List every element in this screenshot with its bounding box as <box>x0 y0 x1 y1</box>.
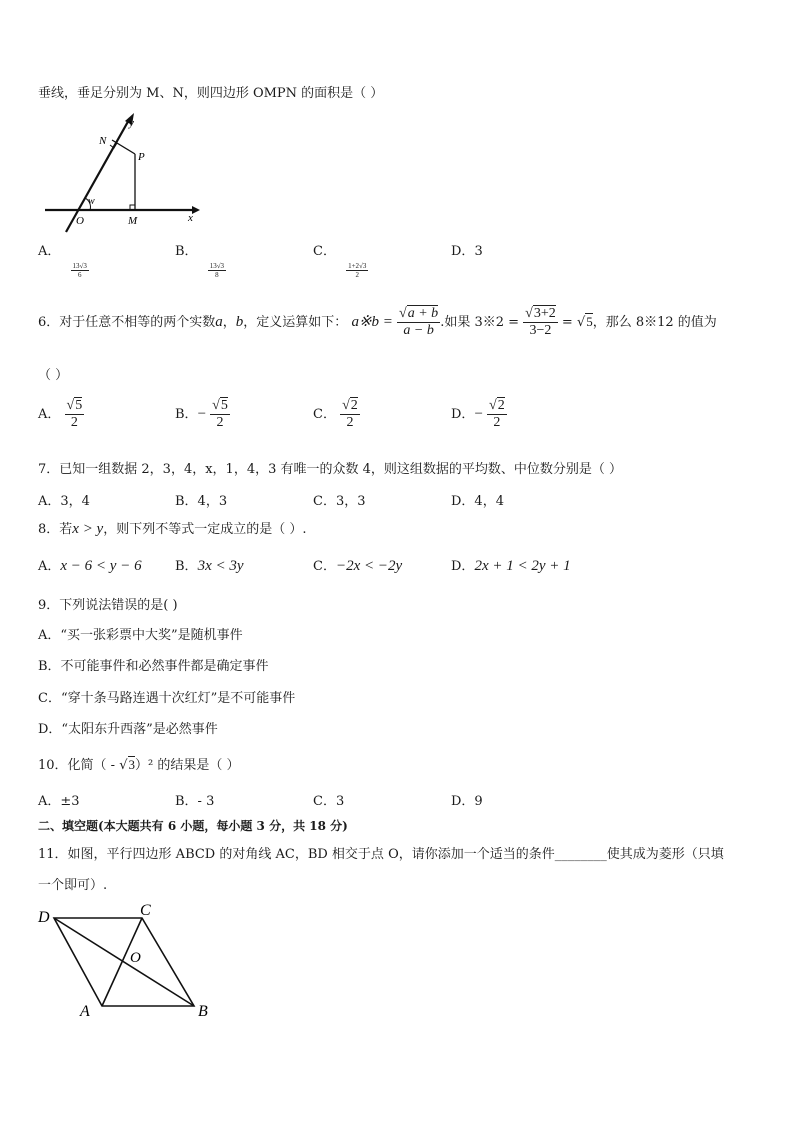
q5-option-d[interactable]: D．3 <box>451 244 483 259</box>
q5-label-m: M <box>128 215 138 227</box>
q8-option-b[interactable]: B．3x < 3y <box>175 558 244 574</box>
q11-line2: 一个即可）. <box>38 878 108 893</box>
q7-option-c[interactable]: C．3，3 <box>313 494 366 509</box>
q6-stem: 6．对于任意不相等的两个实数a，b，定义运算如下： a※b = $\frac{√a + b}{a - b}$ .如果 3※2 = $\frac{√3+2}{3-2}$ = √5，那么 8※12 的值为 <box>38 306 717 339</box>
q5-label-x: x <box>188 212 193 224</box>
q9-stem: 9．下列说法错误的是( ) <box>38 598 178 613</box>
q9-option-b[interactable]: B．不可能事件和必然事件都是确定事件 <box>38 659 269 674</box>
q8-option-d[interactable]: D．2x + 1 < 2y + 1 <box>451 558 571 574</box>
q8-stem: 8．若x > y，则下列不等式一定成立的是（ ）. <box>38 521 307 537</box>
q11-line1: 11．如图，平行四边形 ABCD 的对角线 AC，BD 相交于点 O，请你添加一个适当的条件________使其成为菱形（只填 <box>38 847 724 862</box>
q11-label-o: O <box>130 950 141 966</box>
section-heading-fill-in: 二、填空题(本大题共有 6 小题，每小题 3 分，共 18 分) <box>38 819 348 833</box>
q6-option-b[interactable]: B．− $\frac{√5}{2}$ <box>175 398 228 431</box>
q5-label-p: P <box>138 151 145 163</box>
q7-stem: 7．已知一组数据 2，3，4，x，1，4，3 有唯一的众数 4，则这组数据的平均数、中位数分别是（ ） <box>38 462 623 477</box>
q9-option-c[interactable]: C．“穿十条马路连遇十次红灯”是不可能事件 <box>38 691 296 706</box>
q11-label-a: A <box>80 1003 90 1020</box>
q5-label-n: N <box>99 135 107 147</box>
q5-label-y: y <box>129 117 134 129</box>
q5-option-a[interactable]: A． $\frac{13√3}{6}$ <box>38 244 87 279</box>
q5-label-o: O <box>76 215 84 227</box>
q8-option-c[interactable]: C．−2x < −2y <box>313 558 403 574</box>
q10-option-c[interactable]: C．3 <box>313 794 345 809</box>
q5-label-w: w <box>88 196 95 207</box>
q11-label-d: D <box>38 909 50 926</box>
q5-option-c[interactable]: C． $\frac{1+2√3}{2}$ <box>313 244 367 279</box>
q5-figure <box>40 110 205 235</box>
q10-stem: 10．化简（ - √3）² 的结果是（ ） <box>38 757 240 773</box>
q10-option-b[interactable]: B．- 3 <box>175 794 215 809</box>
q6-option-c[interactable]: C． $\frac{√2}{2}$ <box>313 398 358 431</box>
q5-stem: 垂线，垂足分别为 M、N，则四边形 OMPN 的面积是（ ） <box>38 86 384 101</box>
q9-option-d[interactable]: D．“太阳东升西落”是必然事件 <box>38 722 218 737</box>
q10-option-a[interactable]: A．±3 <box>38 794 80 809</box>
q11-label-b: B <box>198 1003 208 1020</box>
q6-paren: （ ） <box>38 368 69 383</box>
q7-option-d[interactable]: D．4，4 <box>451 494 504 509</box>
q6-option-d[interactable]: D．− $\frac{√2}{2}$ <box>451 398 505 431</box>
q11-label-c: C <box>140 902 151 919</box>
q5-option-b[interactable]: B． $\frac{13√3}{8}$ <box>175 244 225 279</box>
q11-parallelogram-figure <box>36 900 221 1022</box>
q7-option-a[interactable]: A．3，4 <box>38 494 90 509</box>
q9-option-a[interactable]: A．“买一张彩票中大奖”是随机事件 <box>38 628 243 643</box>
q8-option-a[interactable]: A．x − 6 < y − 6 <box>38 558 142 574</box>
q7-option-b[interactable]: B．4，3 <box>175 494 228 509</box>
q10-option-d[interactable]: D．9 <box>451 794 483 809</box>
q6-option-a[interactable]: A． $\frac{√5}{2}$ <box>38 398 83 431</box>
